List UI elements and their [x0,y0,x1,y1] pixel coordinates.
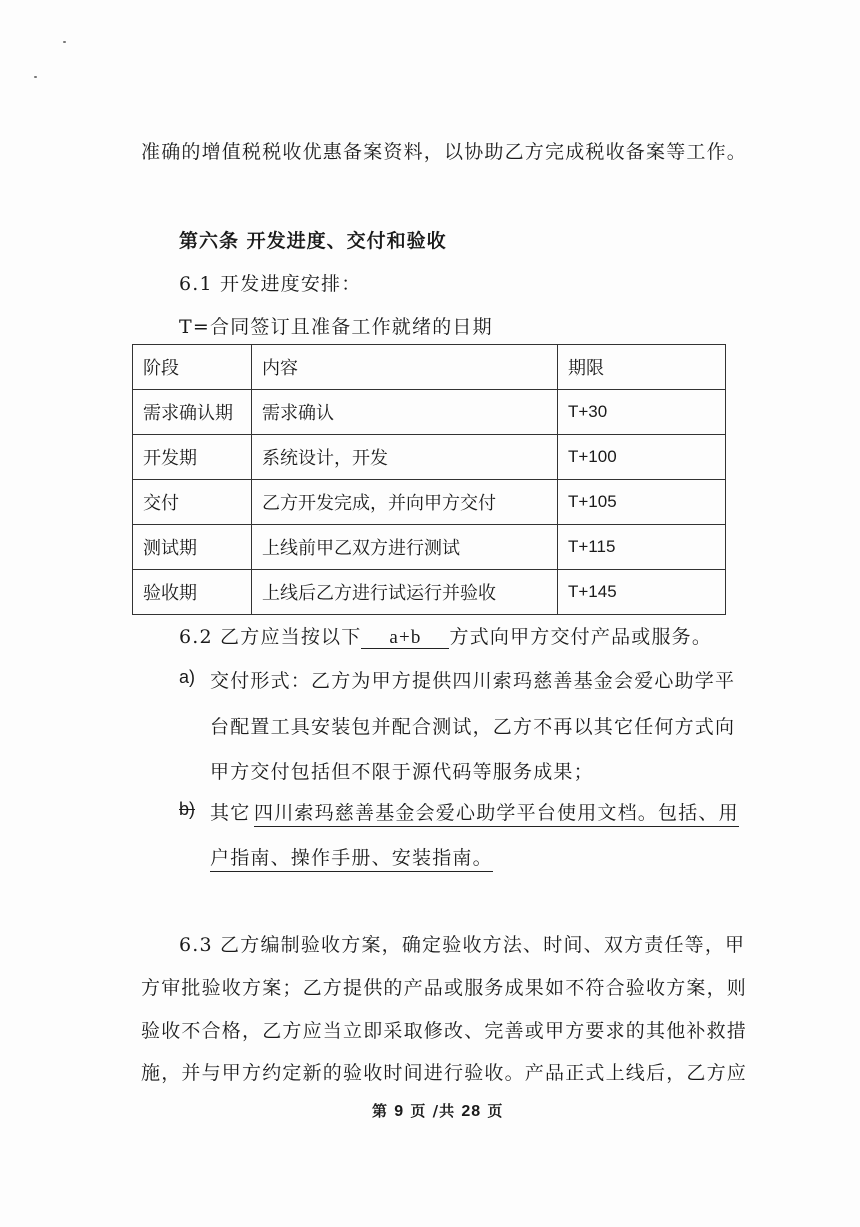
table-row [133,480,726,525]
stage-cell: 需求确认期 [133,390,252,435]
content-cell: 乙方开发完成，并向甲方交付 [252,480,558,525]
item-b-marker: b) [179,799,196,819]
schedule-table [132,344,726,615]
section-6-3-line: 方审批验收方案；乙方提供的产品或服务成果如不符合验收方案，则 [141,977,748,999]
item-a-line: 甲方交付包括但不限于源代码等服务成果； [210,761,594,783]
current-page-number: 9 [394,1103,405,1120]
stage-cell: 测试期 [133,525,252,570]
footer-suffix: 页 [487,1102,504,1120]
stage-cell: 验收期 [133,570,252,615]
intro-line: 准确的增值税税收优惠备案资料，以协助乙方完成税收备案等工作。 [141,141,748,163]
content-cell: 系统设计，开发 [252,435,558,480]
scan-speck [34,76,37,78]
table-row [133,390,726,435]
stage-cell: 开发期 [133,435,252,480]
item-a-marker: a) [179,667,196,687]
deadline-cell: T+105 [558,480,726,525]
item-b-prefix: 其它 [210,802,251,824]
header-cell-content: 内容 [252,345,558,390]
table-header-row [133,345,726,390]
item-b-underlined-text: 户指南、操作手册、安装指南。 [210,847,493,872]
section-6-3-line: 施，并与甲方约定新的验收时间进行验收。产品正式上线后，乙方应 [141,1062,748,1084]
item-b-line [254,798,739,825]
item-a-line: 交付形式：乙方为甲方提供四川索玛慈善基金会爱心助学平 [210,670,736,692]
total-pages-number: 28 [461,1103,482,1120]
scan-speck [63,41,66,43]
table-row [133,570,726,615]
item-a-line: 台配置工具安装包并配合测试，乙方不再以其它任何方式向 [210,716,736,738]
item-b-line [210,843,493,870]
content-cell: 上线前甲乙双方进行测试 [252,525,558,570]
page-footer [372,1100,503,1121]
header-cell-stage: 阶段 [133,345,252,390]
stage-cell: 交付 [133,480,252,525]
article-six-heading: 第六条 开发进度、交付和验收 [179,230,447,252]
deadline-cell: T+30 [558,390,726,435]
deadline-cell: T+100 [558,435,726,480]
content-cell: 需求确认 [252,390,558,435]
table-row [133,525,726,570]
section-6-3-line: 验收不合格，乙方应当立即采取修改、完善或甲方要求的其他补救措 [141,1020,748,1042]
deadline-cell: T+145 [558,570,726,615]
section-6-2 [179,622,712,649]
table-row [133,435,726,480]
t-definition: T=合同签订且准备工作就绪的日期 [179,316,493,338]
footer-prefix: 第 [372,1102,389,1120]
deadline-cell: T+115 [558,525,726,570]
section-6-2-prefix: 6.2 乙方应当按以下 [179,626,362,648]
section-6-2-suffix: 方式向甲方交付产品或服务。 [449,626,713,648]
section-6-1-title: 6.1 开发进度安排： [179,273,362,295]
content-cell: 上线后乙方进行试运行并验收 [252,570,558,615]
header-cell-deadline: 期限 [558,345,726,390]
section-6-3-line: 6.3 乙方编制验收方案，确定验收方法、时间、双方责任等，甲 [179,934,746,956]
delivery-method-blank: a+b [361,628,449,649]
footer-mid: 页 /共 [410,1102,456,1120]
item-b-underlined-text: 四川索玛慈善基金会爱心助学平台使用文档。包括、用 [254,802,739,827]
